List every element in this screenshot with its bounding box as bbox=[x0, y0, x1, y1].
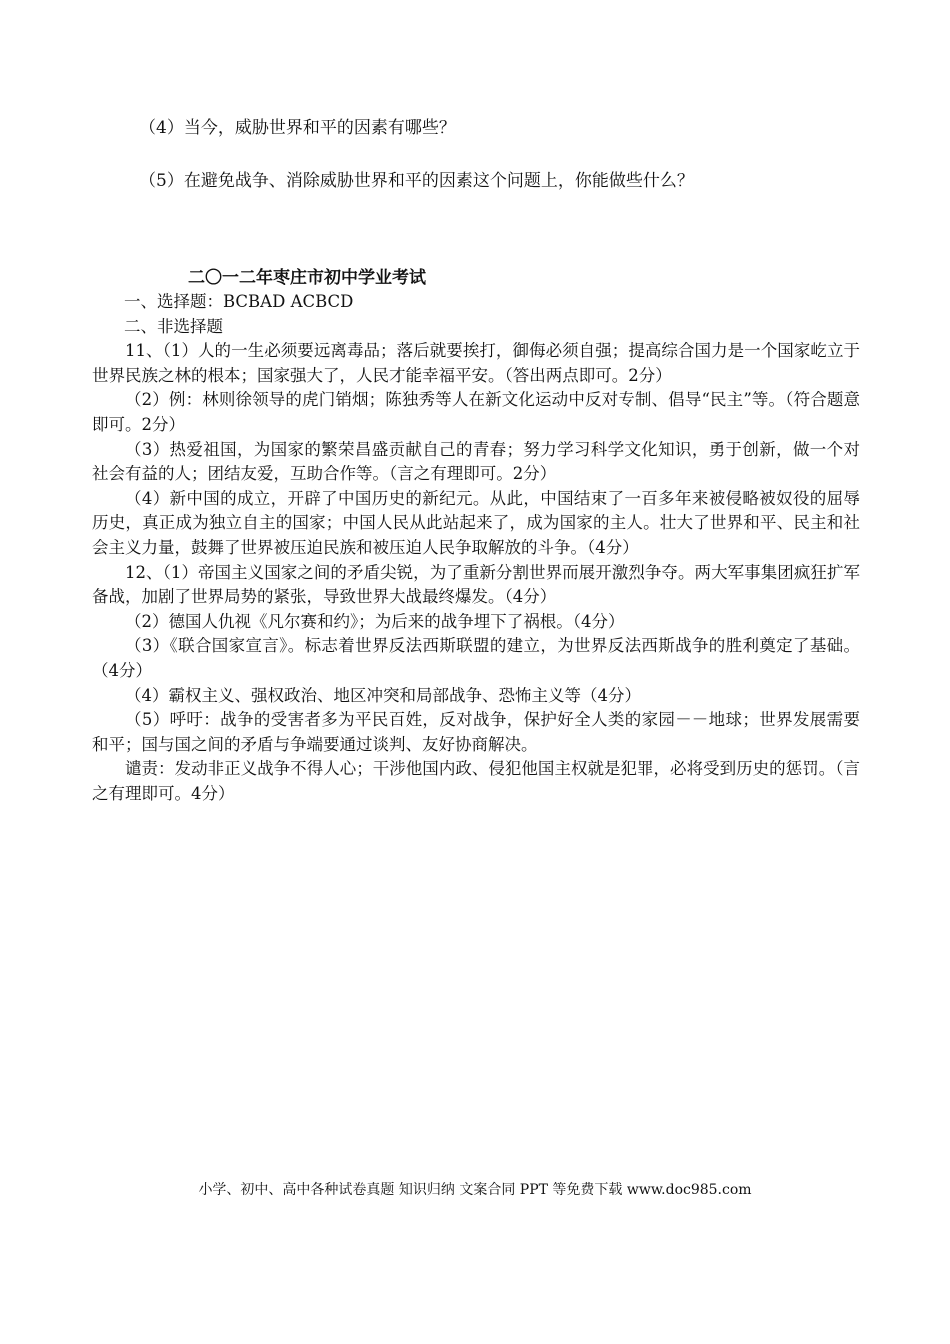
answer-section-title: 二〇一二年枣庄市初中学业考试 bbox=[188, 268, 426, 288]
answer-paragraph: （2）德国人仇视《凡尔赛和约》；为后来的战争埋下了祸根。（4分） bbox=[125, 611, 625, 631]
answer-paragraph: 12、（1）帝国主义国家之间的矛盾尖锐，为了重新分割世界而展开激烈争夺。两大军事集团疯狂扩军备战，加剧了世界局势的紧张，导致世界大战最终爆发。（4分） bbox=[92, 562, 860, 607]
page-footer: 小学、初中、高中各种试卷真题 知识归纳 文案合同 PPT 等免费下载 www.doc985.com bbox=[198, 1182, 752, 1198]
question-4: （4）当今，威胁世界和平的因素有哪些？ bbox=[139, 118, 456, 138]
answer-choice: 一、选择题：BCBAD ACBCD bbox=[124, 292, 354, 311]
answer-paragraph: （4）新中国的成立，开辟了中国历史的新纪元。从此，中国结束了一百多年来被侵略被奴役的屈辱历史，真正成为独立自主的国家；中国人民从此站起来了，成为国家的主人。壮大了世界和平、民主和社会主义力量，鼓舞了世界被压迫民族和被压迫人民争取解放的斗争。（4分） bbox=[92, 488, 860, 557]
answer-section-body bbox=[92, 290, 860, 806]
answer-paragraph: （2）例：林则徐领导的虎门销烟；陈独秀等人在新文化运动中反对专制、倡导“民主”等。（符合题意即可。2分） bbox=[92, 390, 860, 434]
answer-paragraph: （4）霸权主义、强权政治、地区冲突和局部战争、恐怖主义等（4分） bbox=[125, 685, 641, 705]
answer-heading: 二、非选择题 bbox=[124, 316, 223, 336]
answer-paragraph: （3）《联合国家宣言》。标志着世界反法西斯联盟的建立，为世界反法西斯战争的胜利奠定了基础。（4分） bbox=[92, 636, 860, 680]
question-5: （5）在避免战争、消除威胁世界和平的因素这个问题上，你能做些什么？ bbox=[139, 171, 694, 191]
answer-paragraph: （5）呼吁：战争的受害者多为平民百姓，反对战争，保护好全人类的家园－－地球；世界发展需要和平；国与国之间的矛盾与争端要通过谈判、友好协商解决。 bbox=[92, 710, 860, 754]
answer-paragraph: （3）热爱祖国，为国家的繁荣昌盛贡献自己的青春；努力学习科学文化知识，勇于创新，做一个对社会有益的人；团结友爱，互助合作等。（言之有理即可。2分） bbox=[92, 439, 860, 484]
answer-paragraph: 谴责：发动非正义战争不得人心；干涉他国内政、侵犯他国主权就是犯罪，必将受到历史的惩罚。（言之有理即可。4分） bbox=[92, 759, 860, 803]
answer-paragraph: 11、（1）人的一生必须要远离毒品；落后就要挨打，御侮必须自强；提高综合国力是一个国家屹立于世界民族之林的根本；国家强大了，人民才能幸福平安。（答出两点即可。2分） bbox=[92, 341, 860, 385]
